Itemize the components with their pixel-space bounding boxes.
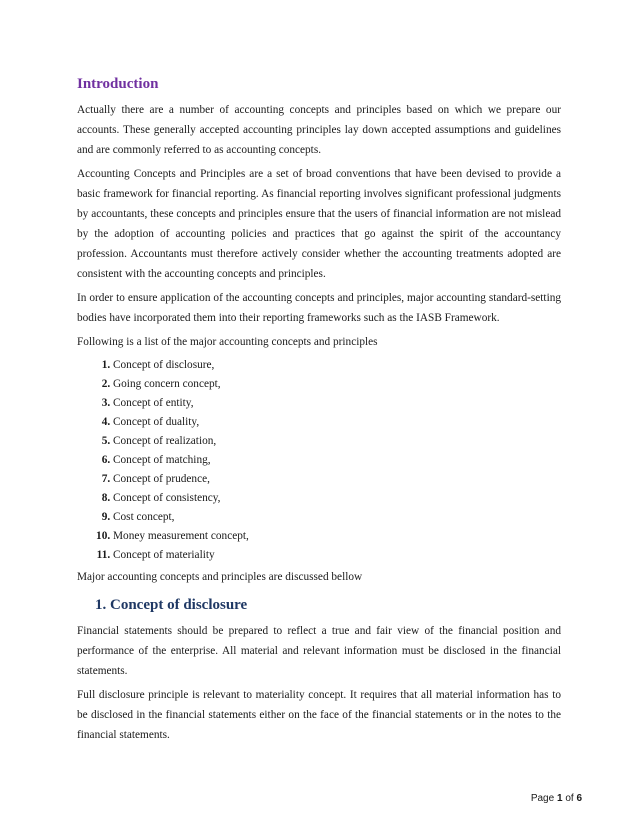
list-item: 1. Concept of disclosure, (113, 356, 561, 375)
intro-paragraph: Accounting Concepts and Principles are a set of broad conventions that have been devised to provide a basic framework for financial reporting. As financial reporting involves significant professional judgments by accountants, these concepts and principles ensure that the users of financial information are not mislead by the adoption of accounting policies and practices that go against the spirit of the accountancy profession. Accountants must therefore actively consider whether the accounting treatments adopted are consistent with the accounting concepts and principles. (77, 168, 561, 280)
list-item: 6. Concept of matching, (113, 451, 561, 470)
page-number (531, 793, 582, 804)
disclosure-paragraph: Financial statements should be prepared to reflect a true and fair view of the financial position and performance of the enterprise. All material and relevant information must be disclosed in the financial statements. (77, 625, 561, 677)
list-intro-paragraph: Following is a list of the major accounting concepts and principles (77, 336, 378, 348)
intro-paragraph: Actually there are a number of accounting concepts and principles based on which we prepare our accounts. These generally accepted accounting principles lay down accepted assumptions and guidelines and are commonly referred to as accounting concepts. (77, 104, 561, 156)
list-item: 5. Concept of realization, (113, 432, 561, 451)
after-list-paragraph: Major accounting concepts and principles are discussed bellow (77, 571, 363, 583)
page-current: 1 (556, 793, 563, 804)
intro-paragraph: In order to ensure application of the accounting concepts and principles, major accounting standard-setting bodies have incorporated them into their reporting frameworks such as the IASB Framework. (77, 292, 561, 324)
introduction-heading: Introduction (77, 76, 159, 92)
list-item: 2. Going concern concept, (113, 375, 561, 394)
disclosure-paragraph: Full disclosure principle is relevant to materiality concept. It requires that all material information has to be disclosed in the financial statements either on the face of the financial statements or in the notes to the financial statements. (77, 689, 561, 741)
list-item: 11. Concept of materiality (113, 546, 561, 565)
of-word: of (565, 793, 574, 804)
list-item: 9. Cost concept, (113, 508, 561, 527)
list-item: 10. Money measurement concept, (113, 527, 561, 546)
section-heading-disclosure: 1. Concept of disclosure (95, 597, 248, 613)
page-total: 6 (576, 793, 582, 804)
concepts-list (77, 356, 561, 565)
page-word: Page (530, 793, 555, 804)
list-item: 3. Concept of entity, (113, 394, 561, 413)
list-item: 7. Concept of prudence, (113, 470, 561, 489)
list-item: 8. Concept of consistency, (113, 489, 561, 508)
list-item: 4. Concept of duality, (113, 413, 561, 432)
